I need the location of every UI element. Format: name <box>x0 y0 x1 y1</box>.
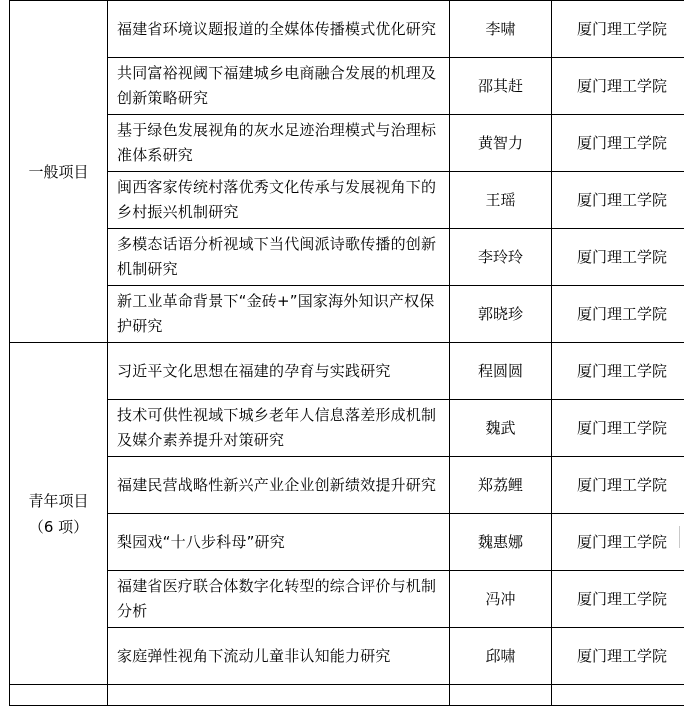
project-institution: 厦门理工学院 <box>552 286 684 343</box>
project-institution: 厦门理工学院 <box>552 400 684 457</box>
project-institution: 厦门理工学院 <box>552 172 684 229</box>
project-leader: 李啸 <box>450 1 552 58</box>
project-institution: 厦门理工学院 <box>552 514 684 571</box>
project-title: 基于绿色发展视角的灰水足迹治理模式与治理标准体系研究 <box>108 115 450 172</box>
category-cell <box>10 1 108 343</box>
project-institution: 厦门理工学院 <box>552 628 684 685</box>
table-row <box>10 514 684 571</box>
project-leader: 郭晓珍 <box>450 286 552 343</box>
project-leader: 李玲玲 <box>450 229 552 286</box>
table-row <box>10 457 684 514</box>
project-leader: 程圆圆 <box>450 343 552 400</box>
table-row <box>10 115 684 172</box>
project-list-table <box>9 0 684 706</box>
project-leader: 邱啸 <box>450 628 552 685</box>
project-leader: 邵其赶 <box>450 58 552 115</box>
project-leader: 冯冲 <box>450 571 552 628</box>
project-title: 福建省环境议题报道的全媒体传播模式优化研究 <box>108 1 450 58</box>
project-leader: 魏惠娜 <box>450 514 552 571</box>
project-institution: 厦门理工学院 <box>552 115 684 172</box>
project-institution: 厦门理工学院 <box>552 457 684 514</box>
group-youth <box>10 343 684 685</box>
project-title: 新工业革命背景下“金砖+”国家海外知识产权保护研究 <box>108 286 450 343</box>
project-title: 梨园戏“十八步科母”研究 <box>108 514 450 571</box>
project-institution: 厦门理工学院 <box>552 229 684 286</box>
project-leader: 黄智力 <box>450 115 552 172</box>
table-row <box>10 400 684 457</box>
category-cell <box>10 343 108 685</box>
table-row <box>10 1 684 58</box>
table-continuation <box>10 685 684 706</box>
project-title: 闽西客家传统村落优秀文化传承与发展视角下的乡村振兴机制研究 <box>108 172 450 229</box>
category-label: 青年项目 <box>10 488 107 514</box>
table-row <box>10 58 684 115</box>
category-count: （6 项） <box>10 514 107 540</box>
table-row <box>10 628 684 685</box>
project-title: 多模态话语分析视域下当代闽派诗歌传播的创新机制研究 <box>108 229 450 286</box>
org-cell-empty <box>552 685 684 706</box>
table-row <box>10 172 684 229</box>
table-row <box>10 343 684 400</box>
project-institution: 厦门理工学院 <box>552 343 684 400</box>
title-cell-empty <box>108 685 450 706</box>
project-title: 福建民营战略性新兴产业企业创新绩效提升研究 <box>108 457 450 514</box>
project-leader: 魏武 <box>450 400 552 457</box>
project-institution: 厦门理工学院 <box>552 571 684 628</box>
project-title: 技术可供性视域下城乡老年人信息落差形成机制及媒介素养提升对策研究 <box>108 400 450 457</box>
page-edge-mark <box>679 526 684 548</box>
project-institution: 厦门理工学院 <box>552 1 684 58</box>
table-row-partial <box>10 685 684 706</box>
project-title: 共同富裕视阈下福建城乡电商融合发展的机理及创新策略研究 <box>108 58 450 115</box>
table-row <box>10 286 684 343</box>
project-leader: 王瑶 <box>450 172 552 229</box>
category-label: 一般项目 <box>10 159 107 185</box>
project-title: 福建省医疗联合体数字化转型的综合评价与机制分析 <box>108 571 450 628</box>
table-row <box>10 229 684 286</box>
project-leader: 郑荔鲤 <box>450 457 552 514</box>
project-title: 家庭弹性视角下流动儿童非认知能力研究 <box>108 628 450 685</box>
group-general <box>10 1 684 343</box>
project-institution: 厦门理工学院 <box>552 58 684 115</box>
person-cell-empty <box>450 685 552 706</box>
category-cell-empty <box>10 685 108 706</box>
project-title: 习近平文化思想在福建的孕育与实践研究 <box>108 343 450 400</box>
table-row <box>10 571 684 628</box>
